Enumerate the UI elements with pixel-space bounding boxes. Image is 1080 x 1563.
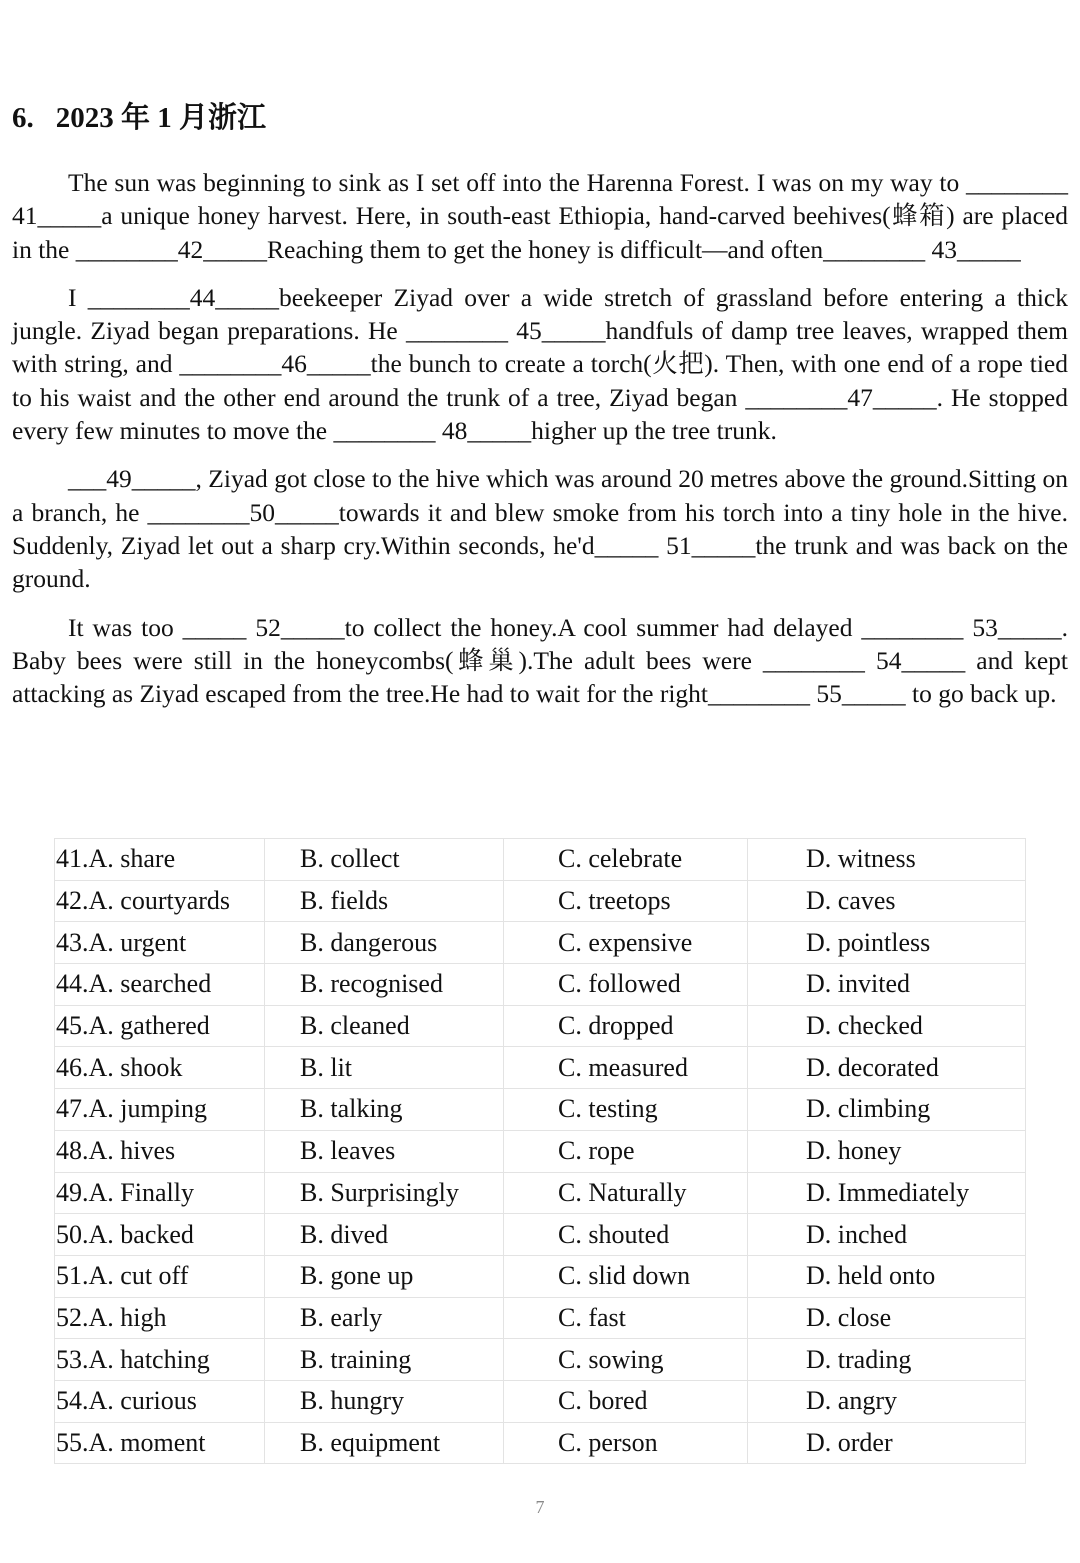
option-b: B. fields — [265, 880, 504, 922]
option-d: D. honey — [748, 1130, 1026, 1172]
option-row — [55, 1380, 1026, 1422]
option-row — [55, 880, 1026, 922]
option-a: 45.A. gathered — [55, 1005, 265, 1047]
passage-paragraph-3: ___49_____, Ziyad got close to the hive which was around 20 metres above the ground.Sitting on a branch, he ________50_____towards it and blew smoke from his torch into a tiny hole in the hive. Suddenly, Ziyad let out a sharp cry.Within seconds, he'd_____ 51_____the trunk and was back on the ground. — [12, 464, 1068, 594]
option-b: B. cleaned — [265, 1005, 504, 1047]
option-d: D. trading — [748, 1339, 1026, 1381]
passage-paragraph-1: The sun was beginning to sink as I set off into the Harenna Forest. I was on my way to ________ 41_____a unique honey harvest. Here, in south-east Ethiopia, hand-carved beehives(蜂箱) are placed in the ________42_____Reaching them to get the honey is difficult—and often________ 43_____ — [12, 168, 1068, 264]
option-d: D. angry — [748, 1380, 1026, 1422]
option-d: D. pointless — [748, 922, 1026, 964]
options-table — [54, 838, 1026, 1464]
option-b: B. early — [265, 1297, 504, 1339]
option-c: C. slid down — [504, 1255, 748, 1297]
option-a: 43.A. urgent — [55, 922, 265, 964]
option-b: B. leaves — [265, 1130, 504, 1172]
cloze-passage — [12, 166, 1068, 725]
option-a: 41.A. share — [55, 839, 265, 881]
passage-paragraph-4: It was too _____ 52_____to collect the honey.A cool summer had delayed ________ 53_____. Baby bees were still in the honeycombs(蜂巢).The adult bees were ________ 54_____ and kept attacking as Ziyad escaped from the tree.He had to wait for the right________ 55_____ to go back up. — [12, 612, 1068, 709]
option-b: B. Surprisingly — [265, 1172, 504, 1214]
page-number: 7 — [535, 1497, 545, 1517]
option-row — [55, 922, 1026, 964]
option-a: 42.A. courtyards — [55, 880, 265, 922]
option-c: C. followed — [504, 964, 748, 1006]
option-b: B. dived — [265, 1214, 504, 1256]
option-c: C. sowing — [504, 1339, 748, 1381]
option-row — [55, 839, 1026, 881]
option-row — [55, 1047, 1026, 1089]
option-a: 53.A. hatching — [55, 1339, 265, 1381]
option-d: D. held onto — [748, 1255, 1026, 1297]
option-c: C. measured — [504, 1047, 748, 1089]
question-heading — [12, 96, 266, 140]
option-d: D. Immediately — [748, 1172, 1026, 1214]
option-row — [55, 1172, 1026, 1214]
option-c: C. expensive — [504, 922, 748, 964]
option-a: 55.A. moment — [55, 1422, 265, 1464]
option-b: B. talking — [265, 1089, 504, 1131]
option-a: 44.A. searched — [55, 964, 265, 1006]
option-b: B. training — [265, 1339, 504, 1381]
option-d: D. inched — [748, 1214, 1026, 1256]
option-b: B. gone up — [265, 1255, 504, 1297]
question-number: 6. — [12, 102, 34, 134]
option-d: D. decorated — [748, 1047, 1026, 1089]
option-b: B. collect — [265, 839, 504, 881]
option-a: 50.A. backed — [55, 1214, 265, 1256]
option-b: B. dangerous — [265, 922, 504, 964]
option-d: D. order — [748, 1422, 1026, 1464]
option-d: D. caves — [748, 880, 1026, 922]
option-d: D. checked — [748, 1005, 1026, 1047]
option-c: C. person — [504, 1422, 748, 1464]
option-row — [55, 1297, 1026, 1339]
option-b: B. hungry — [265, 1380, 504, 1422]
option-a: 52.A. high — [55, 1297, 265, 1339]
option-c: C. rope — [504, 1130, 748, 1172]
option-row — [55, 1255, 1026, 1297]
option-c: C. fast — [504, 1297, 748, 1339]
option-row — [55, 1422, 1026, 1464]
option-a: 47.A. jumping — [55, 1089, 265, 1131]
option-b: B. equipment — [265, 1422, 504, 1464]
option-d: D. invited — [748, 964, 1026, 1006]
option-d: D. witness — [748, 839, 1026, 881]
option-c: C. bored — [504, 1380, 748, 1422]
passage-paragraph-2: I ________44_____beekeeper Ziyad over a wide stretch of grassland before entering a thick jungle. Ziyad began preparations. He ________ 45_____handfuls of damp tree leaves, wrapped them with string, and ________46_____the bunch to create a torch(火把). Then, with one end of a rope tied to his waist and the other end around the trunk of a tree, Ziyad began ________47_____. He stopped every few minutes to move the ________ 48_____higher up the tree trunk. — [12, 282, 1068, 446]
option-row — [55, 1130, 1026, 1172]
option-b: B. recognised — [265, 964, 504, 1006]
option-d: D. close — [748, 1297, 1026, 1339]
option-b: B. lit — [265, 1047, 504, 1089]
option-c: C. testing — [504, 1089, 748, 1131]
option-row — [55, 1005, 1026, 1047]
option-c: C. dropped — [504, 1005, 748, 1047]
option-d: D. climbing — [748, 1089, 1026, 1131]
option-a: 48.A. hives — [55, 1130, 265, 1172]
option-row — [55, 1339, 1026, 1381]
question-title: 2023 年 1 月浙江 — [55, 102, 267, 134]
option-c: C. shouted — [504, 1214, 748, 1256]
option-a: 51.A. cut off — [55, 1255, 265, 1297]
option-row — [55, 1089, 1026, 1131]
option-c: C. treetops — [504, 880, 748, 922]
option-c: C. celebrate — [504, 839, 748, 881]
option-a: 49.A. Finally — [55, 1172, 265, 1214]
option-a: 54.A. curious — [55, 1380, 265, 1422]
option-row — [55, 1214, 1026, 1256]
option-row — [55, 964, 1026, 1006]
option-c: C. Naturally — [504, 1172, 748, 1214]
option-a: 46.A. shook — [55, 1047, 265, 1089]
